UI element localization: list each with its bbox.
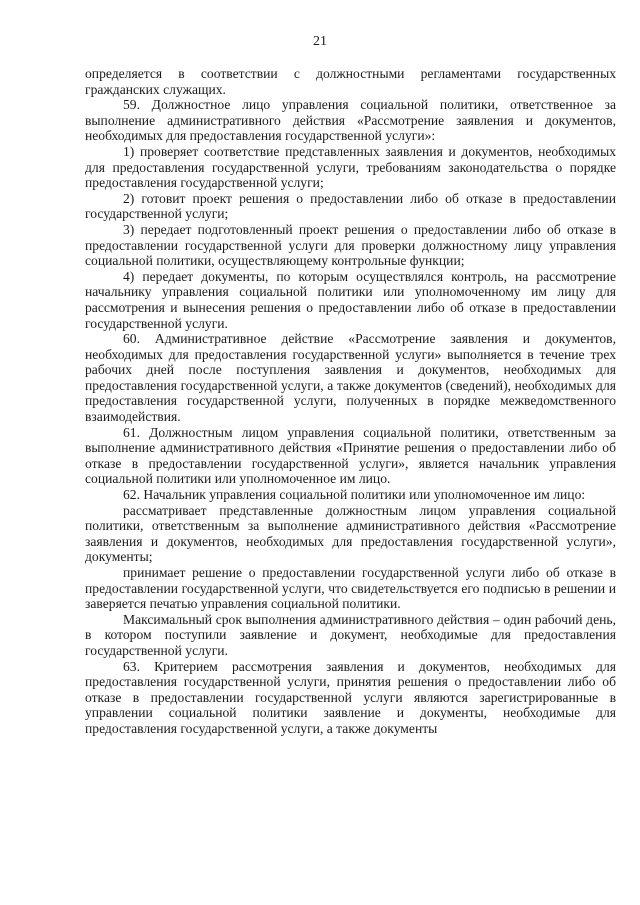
paragraph-62: 62. Начальник управления социальной политики или уполномоченное им лицо: [123, 487, 586, 503]
paragraph-continuation: определяется в соответствии с должностными регламентами государственных гражданских служащих. [85, 66, 616, 97]
paragraph-59: 59. Должностное лицо управления социальной политики, ответственное за выполнение административного действия «Рассмотрение заявления и документов, необходимых для предоставления государственной услуги»: [85, 97, 616, 144]
paragraph-61: 61. Должностным лицом управления социальной политики, ответственным за выполнение административного действия «Принятие решения о предоставлении либо об отказе в предоставлении государственной услуги», является начальник управления социальной политики или уполномоченное им лицо. [85, 424, 616, 487]
document-body [85, 66, 616, 737]
paragraph-59-item-1: 1) проверяет соответствие представленных заявления и документов, необходимых для предоставления государственной услуги, требованиям законодательства о порядке предоставления государственной услуги; [85, 143, 616, 191]
paragraph-max-term: Максимальный срок выполнения административного действия – один рабочий день, в котором поступили заявление и документ, необходимые для предоставления государственной услуги. [85, 611, 616, 658]
paragraph-59-item-3: 3) передает подготовленный проект решения о предоставлении либо об отказе в предоставлении государственной услуги для проверки должностному лицу управления социальной политики, осуществляющему контрольные функции; [85, 221, 616, 269]
paragraph-62-decides: принимает решение о предоставлении государственной услуги либо об отказе в предоставлении государственной услуги, что свидетельствуется его подписью в решении и заверяется печатью управления социальной политики. [85, 565, 616, 612]
paragraph-63: 63. Критерием рассмотрения заявления и документов, необходимых для предоставления государственной услуги, принятия решения о предоставлении либо об отказе в предоставлении государственной услуги являются зарегистрированные в управлении социальной политики заявление и документы, необходимые для предоставления государственной услуги, а также документы [85, 658, 616, 736]
paragraph-59-item-2: 2) готовит проект решения о предоставлении либо об отказе в предоставлении государственной услуги; [85, 190, 616, 222]
page-number: 21 [313, 34, 327, 49]
paragraph-62-reviews: рассматривает представленные должностным лицом управления социальной политики, ответственным за выполнение административного действия «Рассмотрение заявления и документов, необходимых для предоставления государственной услуги», документы; [85, 502, 616, 565]
paragraph-59-item-4: 4) передает документы, по которым осуществлялся контроль, на рассмотрение начальнику управления социальной политики или уполномоченному им лицу для рассмотрения и вынесения решения о предоставлении либо об отказе в предоставлении государственной услуги. [85, 268, 616, 331]
paragraph-60: 60. Административное действие «Рассмотрение заявления и документов, необходимых для предоставления государственной услуги» выполняется в течение трех рабочих дней после поступления заявления и документов, необходимых для предоставления государственной услуги, а также документов (сведений), необходимых для предоставления государственной услуги, полученных в порядке межведомственного взаимодействия. [85, 331, 616, 425]
